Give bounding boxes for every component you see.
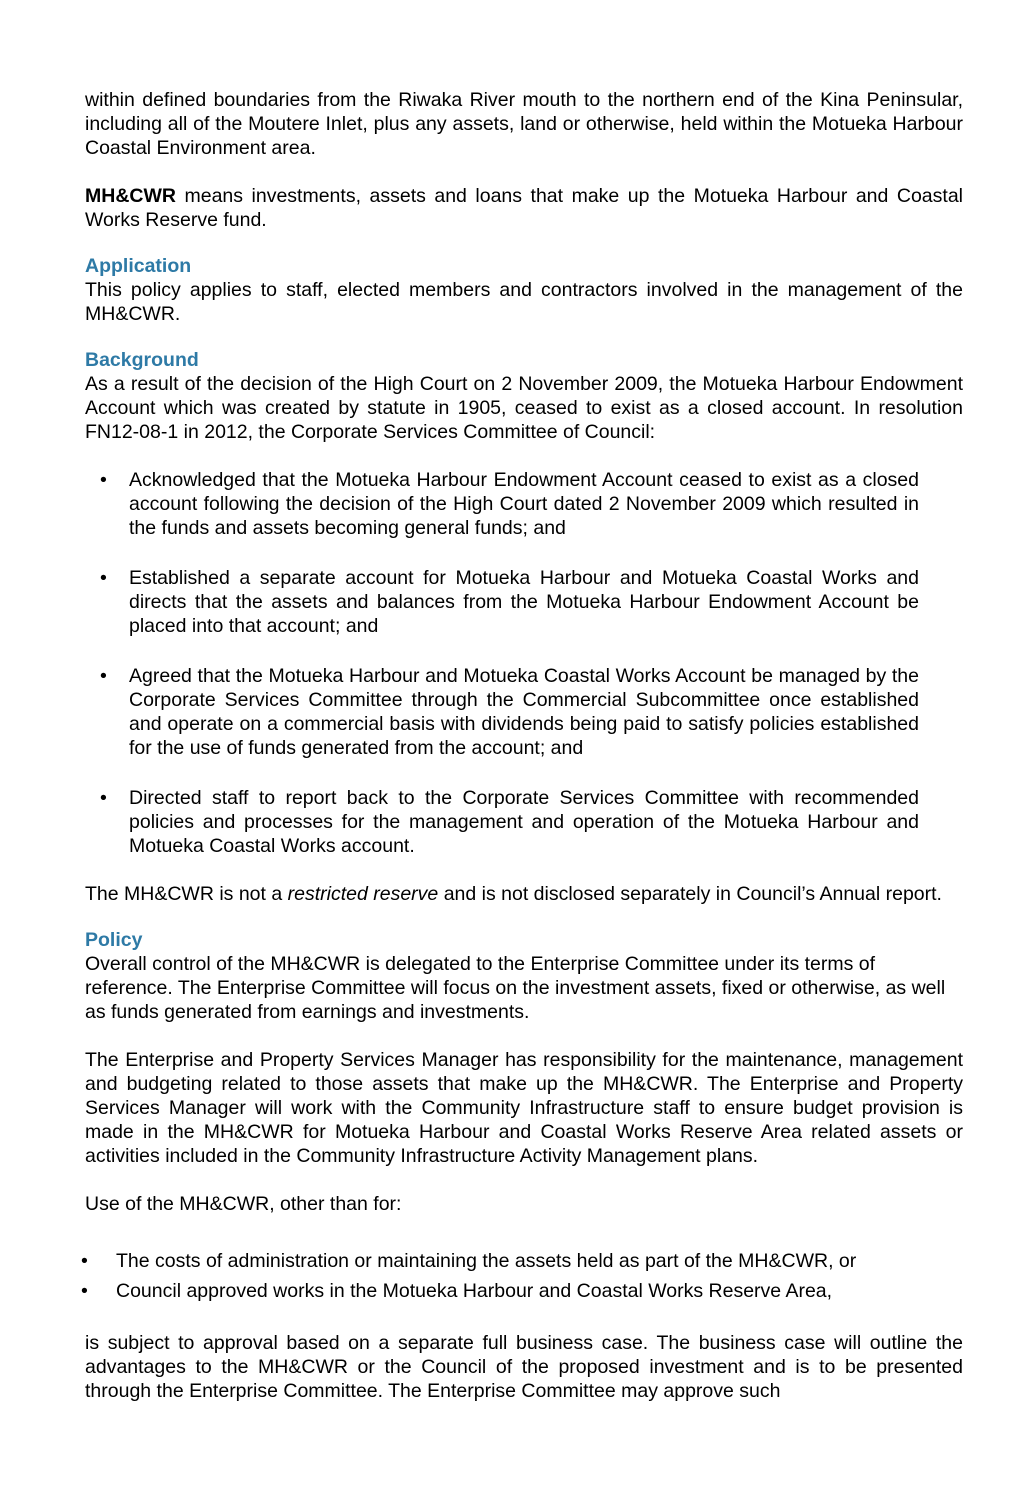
bullet-icon: •: [100, 469, 107, 491]
bullet-icon: •: [81, 1280, 88, 1302]
bullet-icon: •: [100, 567, 107, 589]
bullet-icon: •: [81, 1250, 88, 1272]
list-item: • Council approved works in the Motueka Harbour and Coastal Works Reserve Area,: [81, 1276, 963, 1306]
document-page: [81, 88, 963, 1403]
list-item: • Acknowledged that the Motueka Harbour Endowment Account ceased to exist as a closed account following the decision of the High Court dated 2 November 2009 which resulted in the funds and assets becoming general funds; and: [100, 469, 919, 539]
intro-paragraph: within defined boundaries from the Riwaka River mouth to the northern end of the Kina Peninsular, including all of the Moutere Inlet, plus any assets, land or otherwise, held within the Motueka Harbour Coastal Environment area.: [85, 89, 963, 159]
policy-heading: Policy: [85, 929, 143, 951]
use-exceptions-list: [81, 1246, 963, 1306]
list-item: • Directed staff to report back to the Corporate Services Committee with recommended policies and processes for the management and operation of the Motueka Harbour and Motueka Coastal Works account.: [100, 787, 919, 857]
list-item: • The costs of administration or maintaining the assets held as part of the MH&CWR, or: [81, 1246, 963, 1276]
closing-paragraph: is subject to approval based on a separate full business case. The business case will outline the advantages to the MH&CWR or the Council of the proposed investment and is to be presented through the Enterprise Committee. The Enterprise Committee may approve such: [85, 1332, 963, 1402]
definition-text: means investments, assets and loans that make up the Motueka Harbour and Coastal Works Reserve fund.: [85, 185, 963, 231]
policy-paragraph-2: The Enterprise and Property Services Manager has responsibility for the maintenance, management and budgeting related to those assets that make up the MH&CWR. The Enterprise and Property Services Manager will work with the Community Infrastructure staff to ensure budget provision is made in the MH&CWR for Motueka Harbour and Coastal Works Reserve Area related assets or activities included in the Community Infrastructure Activity Management plans.: [85, 1049, 963, 1167]
list-item: • Agreed that the Motueka Harbour and Motueka Coastal Works Account be managed by the Corporate Services Committee through the Commercial Subcommittee once established and operate on a commercial basis with dividends being paid to satisfy policies established for the use of funds generated from the account; and: [100, 665, 919, 759]
resolution-list: [85, 468, 963, 858]
application-heading: Application: [85, 255, 192, 277]
bullet-icon: •: [100, 665, 107, 687]
application-paragraph: This policy applies to staff, elected members and contractors involved in the management of the MH&CWR.: [85, 279, 963, 325]
policy-paragraph-1: Overall control of the MH&CWR is delegated to the Enterprise Committee under its terms of reference. The Enterprise Committee will focus on the investment assets, fixed or otherwise, as well as funds generated from earnings and investments.: [85, 953, 946, 1023]
restricted-reserve-term: restricted reserve: [287, 883, 439, 905]
definition-term: MH&CWR: [85, 185, 176, 207]
use-intro: Use of the MH&CWR, other than for:: [85, 1193, 402, 1215]
background-heading: Background: [85, 349, 199, 371]
bullet-icon: •: [100, 787, 107, 809]
list-item: • Established a separate account for Motueka Harbour and Motueka Coastal Works and directs that the assets and balances from the Motueka Harbour Endowment Account be placed into that account; and: [100, 567, 919, 637]
restricted-reserve-paragraph: The MH&CWR is not a restricted reserve and is not disclosed separately in Council’s Annual report.: [85, 883, 942, 905]
definition-paragraph: [85, 184, 963, 232]
background-paragraph: As a result of the decision of the High Court on 2 November 2009, the Motueka Harbour Endowment Account which was created by statute in 1905, ceased to exist as a closed account. In resolution FN12-08-1 in 2012, the Corporate Services Committee of Council:: [85, 373, 963, 443]
